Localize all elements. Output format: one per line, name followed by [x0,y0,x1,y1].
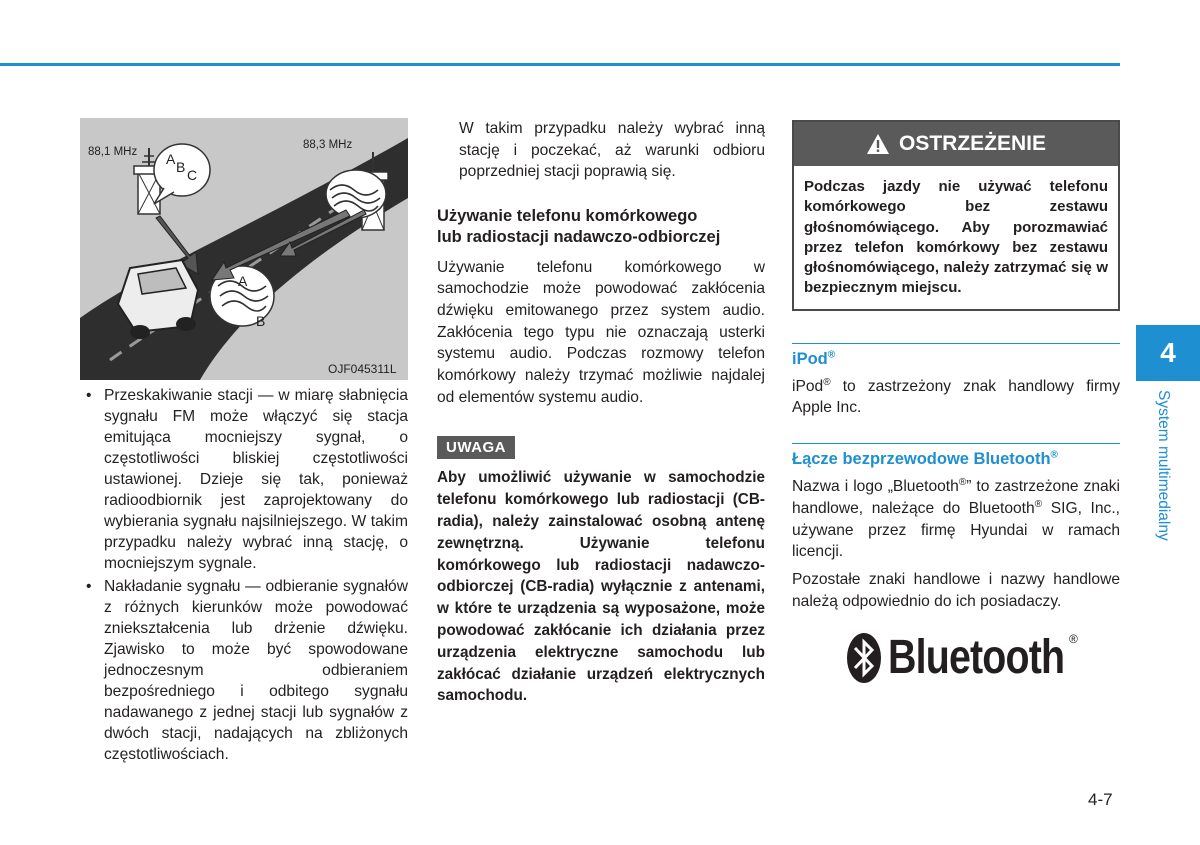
bluetooth-logo [846,630,1120,685]
header-rule [0,63,1120,66]
reg-mark: ® [823,376,831,388]
freq-label-right: 88,3 MHz [303,139,353,151]
signal-letter-bottom-b: B [256,313,266,329]
signal-letter-c: C [187,167,198,183]
notice-badge: UWAGA [437,436,515,459]
continuation-paragraph: W takim przypadku należy wybrać inną stację i poczekać, aż warunki odbioru poprzedniej stacji poprawią się. [459,120,765,180]
bluetooth-wordmark: Bluetooth [888,631,1065,685]
chapter-title-text: System multimedialny [1155,390,1172,541]
ipod-body-text: to zastrzeżony znak handlowy firmy Apple Inc. [792,377,1120,417]
reg-mark: ® [1068,632,1078,647]
list-item: • Przeskakiwanie stacji — w miarę słabnięcia sygnału FM może włączyć się stacja emitująca mocniejszy sygnał, o częstotliwości bliskiej częstotliwości ustawionej. Dzieje się tak, ponieważ radioodbiornik jest zaprojektowany do wybierania sygnału najsilniejszego. W takim przypadku należy wybrać inną stację, o mocniejszym sygnale. [86,385,408,574]
freq-label-left: 88,1 MHz [88,146,138,158]
bluetooth-heading-text: Łącze bezprzewodowe Bluetooth [792,450,1051,469]
figure-code: OJF045311L [328,362,397,376]
reg-mark: ® [1034,498,1043,510]
signal-bubble-right [326,170,386,218]
bt-text-c: SIG, Inc., używane przez firmę Hyundai w ramach licencji. [792,499,1121,561]
reg-mark: ® [1050,449,1058,461]
radio-reception-figure [80,118,408,380]
reg-mark: ® [827,349,836,361]
heading-line-2: lub radiostacji nadawczo-odbiorczej [437,228,721,246]
signal-letter-bottom-a: A [238,273,248,289]
phone-paragraph: Używanie telefonu komórkowego w samochodzie może powodować zakłócenia dźwięku emitowanego przez system audio. Zakłócenia tego typu nie oznaczają usterki systemu audio. Podczas rozmowy telefon komórkowy należy trzymać możliwie najdalej od elementów systemu audio. [437,258,765,406]
section-rule [792,343,1120,344]
reg-mark: ® [958,477,967,488]
section-heading-phone [437,206,765,249]
right-column [792,120,1120,685]
signal-letter-a: A [166,151,176,167]
notice-text: Aby umożliwić używanie w samochodzie telefonu komórkowego lub radiostacji (CB-radia), należy zainstalować osobną antenę zewnętrzną. Używanie telefonu komórkowego lub radiostacji nadawczo-odbiorczej (CB-radia) wyłącznie z antenami, w które te urządzenia są wyposażone, może powodować zakłócanie ich działania przez urządzenia elektryczne samochodu lub zakłócać działanie urządzeń elektrycznych samochodu. [437,469,765,705]
bt-text-b: ” to zastrzeżone znaki handlowe, należące do Bluetooth [792,478,1120,517]
heading-line-1: Używanie telefonu komórkowego [437,206,698,225]
list-item: • Nakładanie sygnału — odbieranie sygnałów z różnych kierunków może powodować zniekształcenia lub drżenie dźwięku. Zjawisko to może być spowodowane jednoczesnym odbieraniem bezpośredniego i odbitego sygnału nadawanego z jednej stacji lub sygnałów z dwóch stacji, nadających na zbliżonych częstotliwościach. [86,576,408,765]
bt-text-a: Nazwa i logo „Bluetooth [792,478,959,496]
trademarks-paragraph: Pozostałe znaki handlowe i nazwy handlowe należą odpowiednio do ich posiadaczy. [792,571,1120,610]
bluetooth-heading [792,449,1120,469]
bluetooth-paragraph [792,476,1120,563]
warning-title: OSTRZEŻENIE [898,132,1046,155]
chapter-number-tab: 4 [1136,325,1200,381]
warning-text: Podczas jazdy nie używać telefonu komórkowego bez zestawu głośnomówiącego. Aby porozmawiać przez telefon komórkowy bez zestawu głośnomówiącego, należy zatrzymać się w bezpiecznym miejscu. [804,178,1108,297]
bluetooth-rune-icon [846,632,882,684]
warning-box [792,120,1120,311]
page-number: 4-7 [1088,790,1113,809]
ipod-paragraph [792,376,1120,419]
ipod-word: iPod [792,377,824,395]
signal-letter-b: B [176,159,186,175]
warning-header [794,122,1118,166]
warning-triangle-icon [866,133,890,155]
reception-issues-list [86,385,408,767]
chapter-title [1148,390,1178,580]
section-rule [792,443,1120,444]
ipod-heading-text: iPod [792,349,828,368]
middle-column [437,118,765,707]
ipod-heading [792,349,1120,369]
